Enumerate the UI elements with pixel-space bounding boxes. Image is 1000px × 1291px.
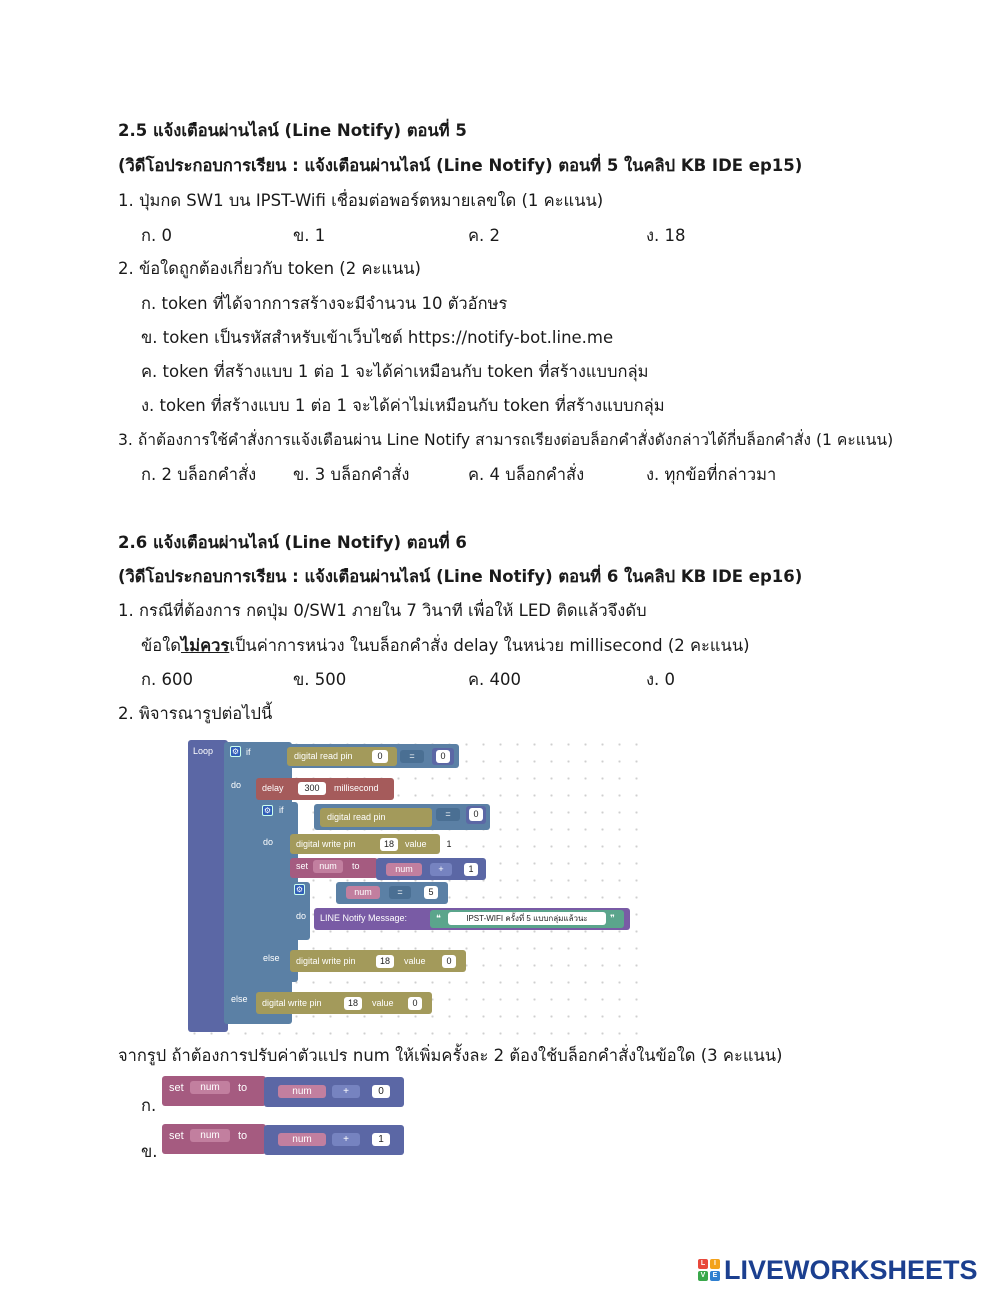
else-label: else (231, 994, 248, 1004)
close-quote: ❞ (610, 913, 615, 923)
digital-write-label-1: digital write pin (296, 839, 356, 849)
plus-dropdown-b: + (332, 1133, 360, 1146)
s26-q1-option-d[interactable]: ง. 0 (646, 670, 676, 689)
answer-a-label[interactable]: ก. (141, 1096, 157, 1115)
if-inner-label: if (279, 805, 284, 815)
delay-value: 300 (298, 782, 326, 795)
set-label: set (296, 861, 309, 871)
value-label-2: value (404, 956, 426, 966)
q1-text-pre: ข้อใด (141, 636, 181, 655)
value-label-1: value (405, 839, 427, 849)
if-label: if (246, 747, 251, 757)
q1-text-post: เป็นค่าการหน่วง ในบล็อกคำสั่ง delay ในหน่วย millisecond (2 คะแนน) (229, 636, 750, 655)
q2-option-b[interactable]: ข. token เป็นรหัสสำหรับเข้าเว็บไซต์ https://notify-bot.line.me (141, 328, 614, 347)
value-label-3: value (372, 998, 394, 1008)
eq-dropdown-inner: = (436, 808, 460, 821)
do-nested-label: do (296, 911, 307, 921)
q3-option-a[interactable]: ก. 2 บล็อกคำสั่ง (141, 465, 257, 484)
q1-option-d[interactable]: ง. 18 (646, 226, 686, 245)
section-2-6-title: 2.6 แจ้งเตือนผ่านไลน์ (Line Notify) ตอนที่ 6 (118, 533, 467, 552)
s26-q1-option-a[interactable]: ก. 600 (141, 670, 193, 689)
num-var-nested: num (346, 886, 380, 899)
loop-label: Loop (193, 746, 214, 756)
section-2-5-subtitle: (วิดีโอประกอบการเรียน : แจ้งเตือนผ่านไลน์ (Line Notify) ตอนที่ 5 ในคลิป KB IDE ep15) (118, 156, 803, 175)
q1-option-b[interactable]: ข. 1 (293, 226, 326, 245)
num-var-block: num (386, 863, 422, 876)
else-inner-label: else (263, 953, 280, 963)
s26-q1-option-c[interactable]: ค. 400 (468, 670, 522, 689)
value-field-a: 0 (372, 1085, 390, 1098)
num-var-a: num (278, 1085, 326, 1098)
question-2: 2. ข้อใดถูกต้องเกี่ยวกับ token (2 คะแนน) (118, 259, 421, 278)
q3-option-d[interactable]: ง. ทุกข้อที่กล่าวมา (646, 465, 777, 484)
digital-read-inner-label: digital read pin (327, 812, 386, 822)
q2-option-d[interactable]: ง. token ที่สร้างแบบ 1 ต่อ 1 จะได้ค่าไม่เหมือนกับ token ที่สร้างแบบกลุ่ม (141, 396, 665, 415)
number-field-inner: 0 (469, 808, 483, 821)
digital-read-label: digital read pin (294, 751, 353, 761)
gear-icon: ⚙ (231, 747, 240, 756)
s26-question-1-line2 (141, 635, 750, 657)
s26-q1-option-b[interactable]: ข. 500 (293, 670, 347, 689)
q1-option-c[interactable]: ค. 2 (468, 226, 501, 245)
digital-write-label-3: digital write pin (262, 998, 322, 1008)
value-1-field: 1 (442, 838, 456, 851)
value-0-field-2: 0 (442, 955, 456, 968)
q2-option-c[interactable]: ค. token ที่สร้างแบบ 1 ต่อ 1 จะได้ค่าเหมือนกับ token ที่สร้างแบบกลุ่ม (141, 362, 649, 381)
eq-dropdown: = (400, 750, 424, 763)
if-nested-label: if (312, 885, 317, 895)
plus-dropdown-a: + (332, 1085, 360, 1098)
answer-b-block[interactable] (162, 1124, 404, 1156)
num-dropdown-a: num (190, 1081, 230, 1094)
s26-question-2: 2. พิจารณารูปต่อไปนี้ (118, 704, 273, 723)
answer-a-block[interactable] (162, 1076, 404, 1108)
q3-option-b[interactable]: ข. 3 บล็อกคำสั่ง (293, 465, 410, 484)
q3-option-c[interactable]: ค. 4 บล็อกคำสั่ง (468, 465, 585, 484)
pin-18-field-3: 18 (344, 997, 362, 1010)
pin-field: 0 (372, 750, 388, 763)
open-quote: ❝ (436, 913, 441, 923)
plus-value-field: 1 (464, 863, 478, 876)
gear-icon-inner: ⚙ (263, 806, 272, 815)
millisecond-label: millisecond (334, 783, 379, 793)
to-label: to (352, 861, 360, 871)
s26-question-1-line1: 1. กรณีที่ต้องการ กดปุ่ม 0/SW1 ภายใน 7 วินาที เพื่อให้ LED ติดแล้วจึงดับ (118, 601, 647, 620)
num-dropdown: num (313, 860, 343, 873)
q1-emphasis: ไม่ควร (180, 636, 230, 655)
blockly-program (186, 736, 638, 1036)
digital-write-label-2: digital write pin (296, 956, 356, 966)
gear-icon-nested: ⚙ (295, 885, 304, 894)
liveworksheets-logo-icon: L I V E (698, 1259, 720, 1281)
number-field: 0 (436, 750, 450, 763)
question-3: 3. ถ้าต้องการใช้คำสั่งการแจ้งเตือนผ่าน Line Notify สามารถเรียงต่อบล็อกคำสั่งดังกล่าวได้กี่บล็อกคำสั่ง (1 คะแนน) (118, 431, 894, 449)
set-label-a: set (169, 1082, 184, 1094)
plus-dropdown: + (430, 863, 452, 876)
num-compare-5: 5 (424, 886, 438, 899)
value-field-b: 1 (372, 1133, 390, 1146)
set-label-b: set (169, 1130, 184, 1142)
to-label-b: to (238, 1130, 248, 1142)
liveworksheets-logo-text: LIVEWORKSHEETS (724, 1255, 978, 1285)
num-var-b: num (278, 1133, 326, 1146)
answer-b-label[interactable]: ข. (141, 1142, 158, 1161)
question-2-prompt: จากรูป ถ้าต้องการปรับค่าตัวแปร num ให้เพิ่มครั้งละ 2 ต้องใช้บล็อกคำสั่งในข้อใด (3 คะแนน) (118, 1046, 783, 1065)
loop-block (188, 740, 228, 1032)
section-2-6-subtitle: (วิดีโอประกอบการเรียน : แจ้งเตือนผ่านไลน์ (Line Notify) ตอนที่ 6 ในคลิป KB IDE ep16) (118, 567, 803, 586)
value-0-field-3: 0 (408, 997, 422, 1010)
line-notify-label: LINE Notify Message: (320, 913, 408, 923)
eq-dropdown-nested: = (389, 886, 411, 899)
pin-18-field-1: 18 (380, 838, 398, 851)
q2-option-a[interactable]: ก. token ที่ได้จากการสร้างจะมีจำนวน 10 ตัวอักษร (141, 294, 508, 313)
do-label: do (231, 780, 242, 790)
do-inner-label: do (263, 837, 274, 847)
q1-option-a[interactable]: ก. 0 (141, 226, 172, 245)
section-2-5-title: 2.5 แจ้งเตือนผ่านไลน์ (Line Notify) ตอนที่ 5 (118, 121, 467, 140)
message-field: IPST-WIFI ครั้งที่ 5 แบบกลุ่มแล้วนะ (448, 912, 606, 925)
to-label-a: to (238, 1082, 248, 1094)
delay-label: delay (262, 783, 284, 793)
num-dropdown-b: num (190, 1129, 230, 1142)
question-1: 1. ปุ่มกด SW1 บน IPST-Wifi เชื่อมต่อพอร์ตหมายเลขใด (1 คะแนน) (118, 191, 604, 210)
pin-18-field-2: 18 (376, 955, 394, 968)
